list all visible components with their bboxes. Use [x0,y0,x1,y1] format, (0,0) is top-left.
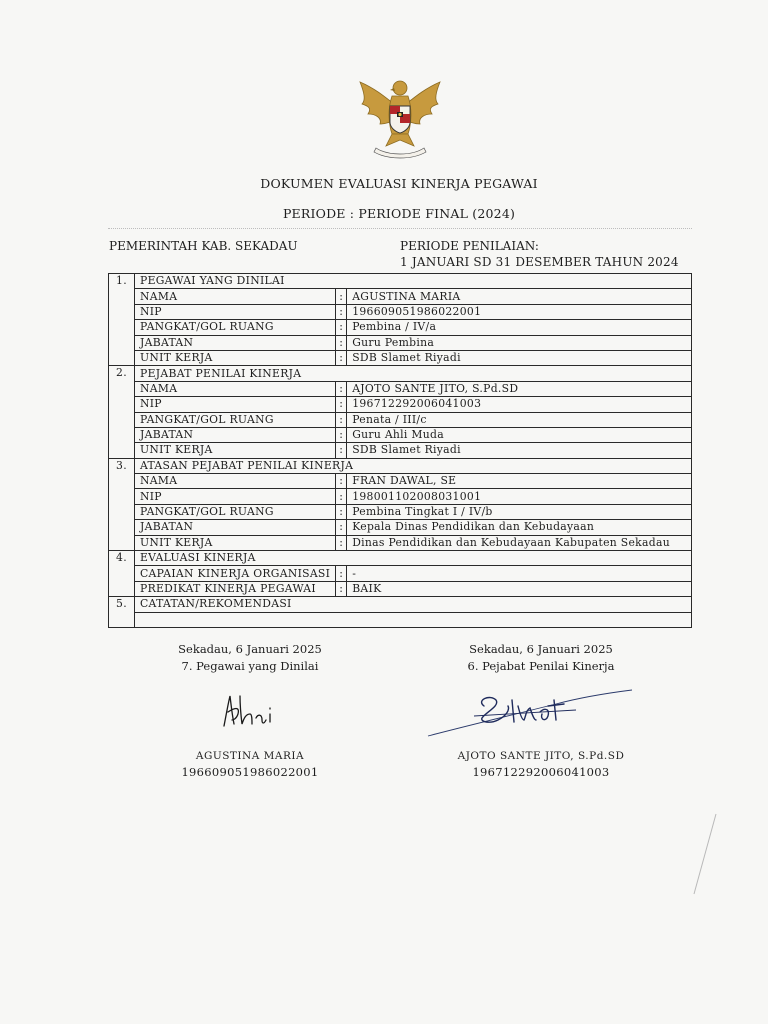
field-label: NAMA [135,289,336,304]
section-header [109,458,692,473]
section-number: 5. [109,597,135,612]
employee-signature-icon [218,690,282,732]
field-value: BAIK [347,581,692,596]
table-row [109,504,692,519]
table-row [109,474,692,489]
table-row [109,397,692,412]
table-row [109,427,692,442]
scan-artifact [690,812,720,896]
evaluation-table [108,273,692,628]
table-row [109,350,692,365]
section-header [109,551,692,566]
field-value: FRAN DAWAL, SE [347,474,692,489]
field-value: Dinas Pendidikan dan Kebudayaan Kabupaten Sekadau [347,535,692,550]
field-label: NAMA [135,381,336,396]
assessment-period-label: PERIODE PENILAIAN: [400,239,539,253]
field-value: 198001102008031001 [347,489,692,504]
colon: : [336,350,347,365]
colon: : [336,289,347,304]
colon: : [336,535,347,550]
colon: : [336,412,347,427]
section-title: PEJABAT PENILAI KINERJA [135,366,692,381]
table-row [109,581,692,596]
section-title: EVALUASI KINERJA [135,551,692,566]
colon: : [336,443,347,458]
field-label: PREDIKAT KINERJA PEGAWAI [135,581,336,596]
table-row [109,289,692,304]
field-value: - [347,566,692,581]
table-row [109,381,692,396]
field-label: UNIT KERJA [135,350,336,365]
field-label: NIP [135,397,336,412]
signer-role: 6. Pejabat Penilai Kinerja [467,659,615,673]
field-value: Kepala Dinas Pendidikan dan Kebudayaan [347,520,692,535]
section-number: 4. [109,551,135,566]
colon: : [336,335,347,350]
colon: : [336,381,347,396]
notes-row [109,612,692,627]
field-value: AJOTO SANTE JITO, S.Pd.SD [347,381,692,396]
assessor-name: AJOTO SANTE JITO, S.Pd.SD [457,750,625,762]
section-number: 3. [109,458,135,473]
field-label: NAMA [135,474,336,489]
colon: : [336,581,347,596]
colon: : [336,304,347,319]
field-value: Pembina / IV/a [347,320,692,335]
table-row [109,489,692,504]
table-row [109,335,692,350]
place-date: Sekadau, 6 Januari 2025 [178,642,322,656]
field-value: Penata / III/c [347,412,692,427]
field-value: 196609051986022001 [347,304,692,319]
field-label: CAPAIAN KINERJA ORGANISASI [135,566,336,581]
colon: : [336,320,347,335]
place-date: Sekadau, 6 Januari 2025 [469,642,613,656]
assessor-signature-icon [426,686,636,740]
field-value: Guru Pembina [347,335,692,350]
table-row [109,520,692,535]
section-title: PEGAWAI YANG DINILAI [135,274,692,289]
section-header [109,366,692,381]
employee-signature-header [160,641,340,675]
colon: : [336,427,347,442]
field-label: PANGKAT/GOL RUANG [135,504,336,519]
colon: : [336,474,347,489]
garuda-emblem-icon [354,74,446,162]
divider [108,228,692,229]
field-label: PANGKAT/GOL RUANG [135,320,336,335]
employee-nip: 196609051986022001 [181,765,319,779]
field-label: JABATAN [135,335,336,350]
signer-role: 7. Pegawai yang Dinilai [181,659,319,673]
field-label: PANGKAT/GOL RUANG [135,412,336,427]
colon: : [336,520,347,535]
section-number: 1. [109,274,135,289]
section-header [109,274,692,289]
assessor-nip: 196712292006041003 [472,765,610,779]
field-label: NIP [135,489,336,504]
field-value: Guru Ahli Muda [347,427,692,442]
field-value: Pembina Tingkat I / IV/b [347,504,692,519]
colon: : [336,504,347,519]
table-row [109,443,692,458]
assessor-signature-header [446,641,636,675]
notes-content [135,612,692,627]
government-name: PEMERINTAH KAB. SEKADAU [109,239,298,253]
field-value: AGUSTINA MARIA [347,289,692,304]
table-row [109,535,692,550]
section-title: ATASAN PEJABAT PENILAI KINERJA [135,458,692,473]
document-title: DOKUMEN EVALUASI KINERJA PEGAWAI [260,176,538,191]
table-row [109,566,692,581]
field-value: SDB Slamet Riyadi [347,443,692,458]
field-label: NIP [135,304,336,319]
section-title: CATATAN/REKOMENDASI [135,597,692,612]
field-label: UNIT KERJA [135,443,336,458]
table-row [109,304,692,319]
field-value: SDB Slamet Riyadi [347,350,692,365]
section-header [109,597,692,612]
field-label: JABATAN [135,520,336,535]
document-period: PERIODE : PERIODE FINAL (2024) [282,206,516,221]
colon: : [336,566,347,581]
assessment-period-value: 1 JANUARI SD 31 DESEMBER TAHUN 2024 [400,255,679,269]
field-label: UNIT KERJA [135,535,336,550]
colon: : [336,397,347,412]
field-label: JABATAN [135,427,336,442]
employee-name: AGUSTINA MARIA [195,750,305,762]
table-row [109,412,692,427]
field-value: 196712292006041003 [347,397,692,412]
colon: : [336,489,347,504]
table-row [109,320,692,335]
section-number: 2. [109,366,135,381]
